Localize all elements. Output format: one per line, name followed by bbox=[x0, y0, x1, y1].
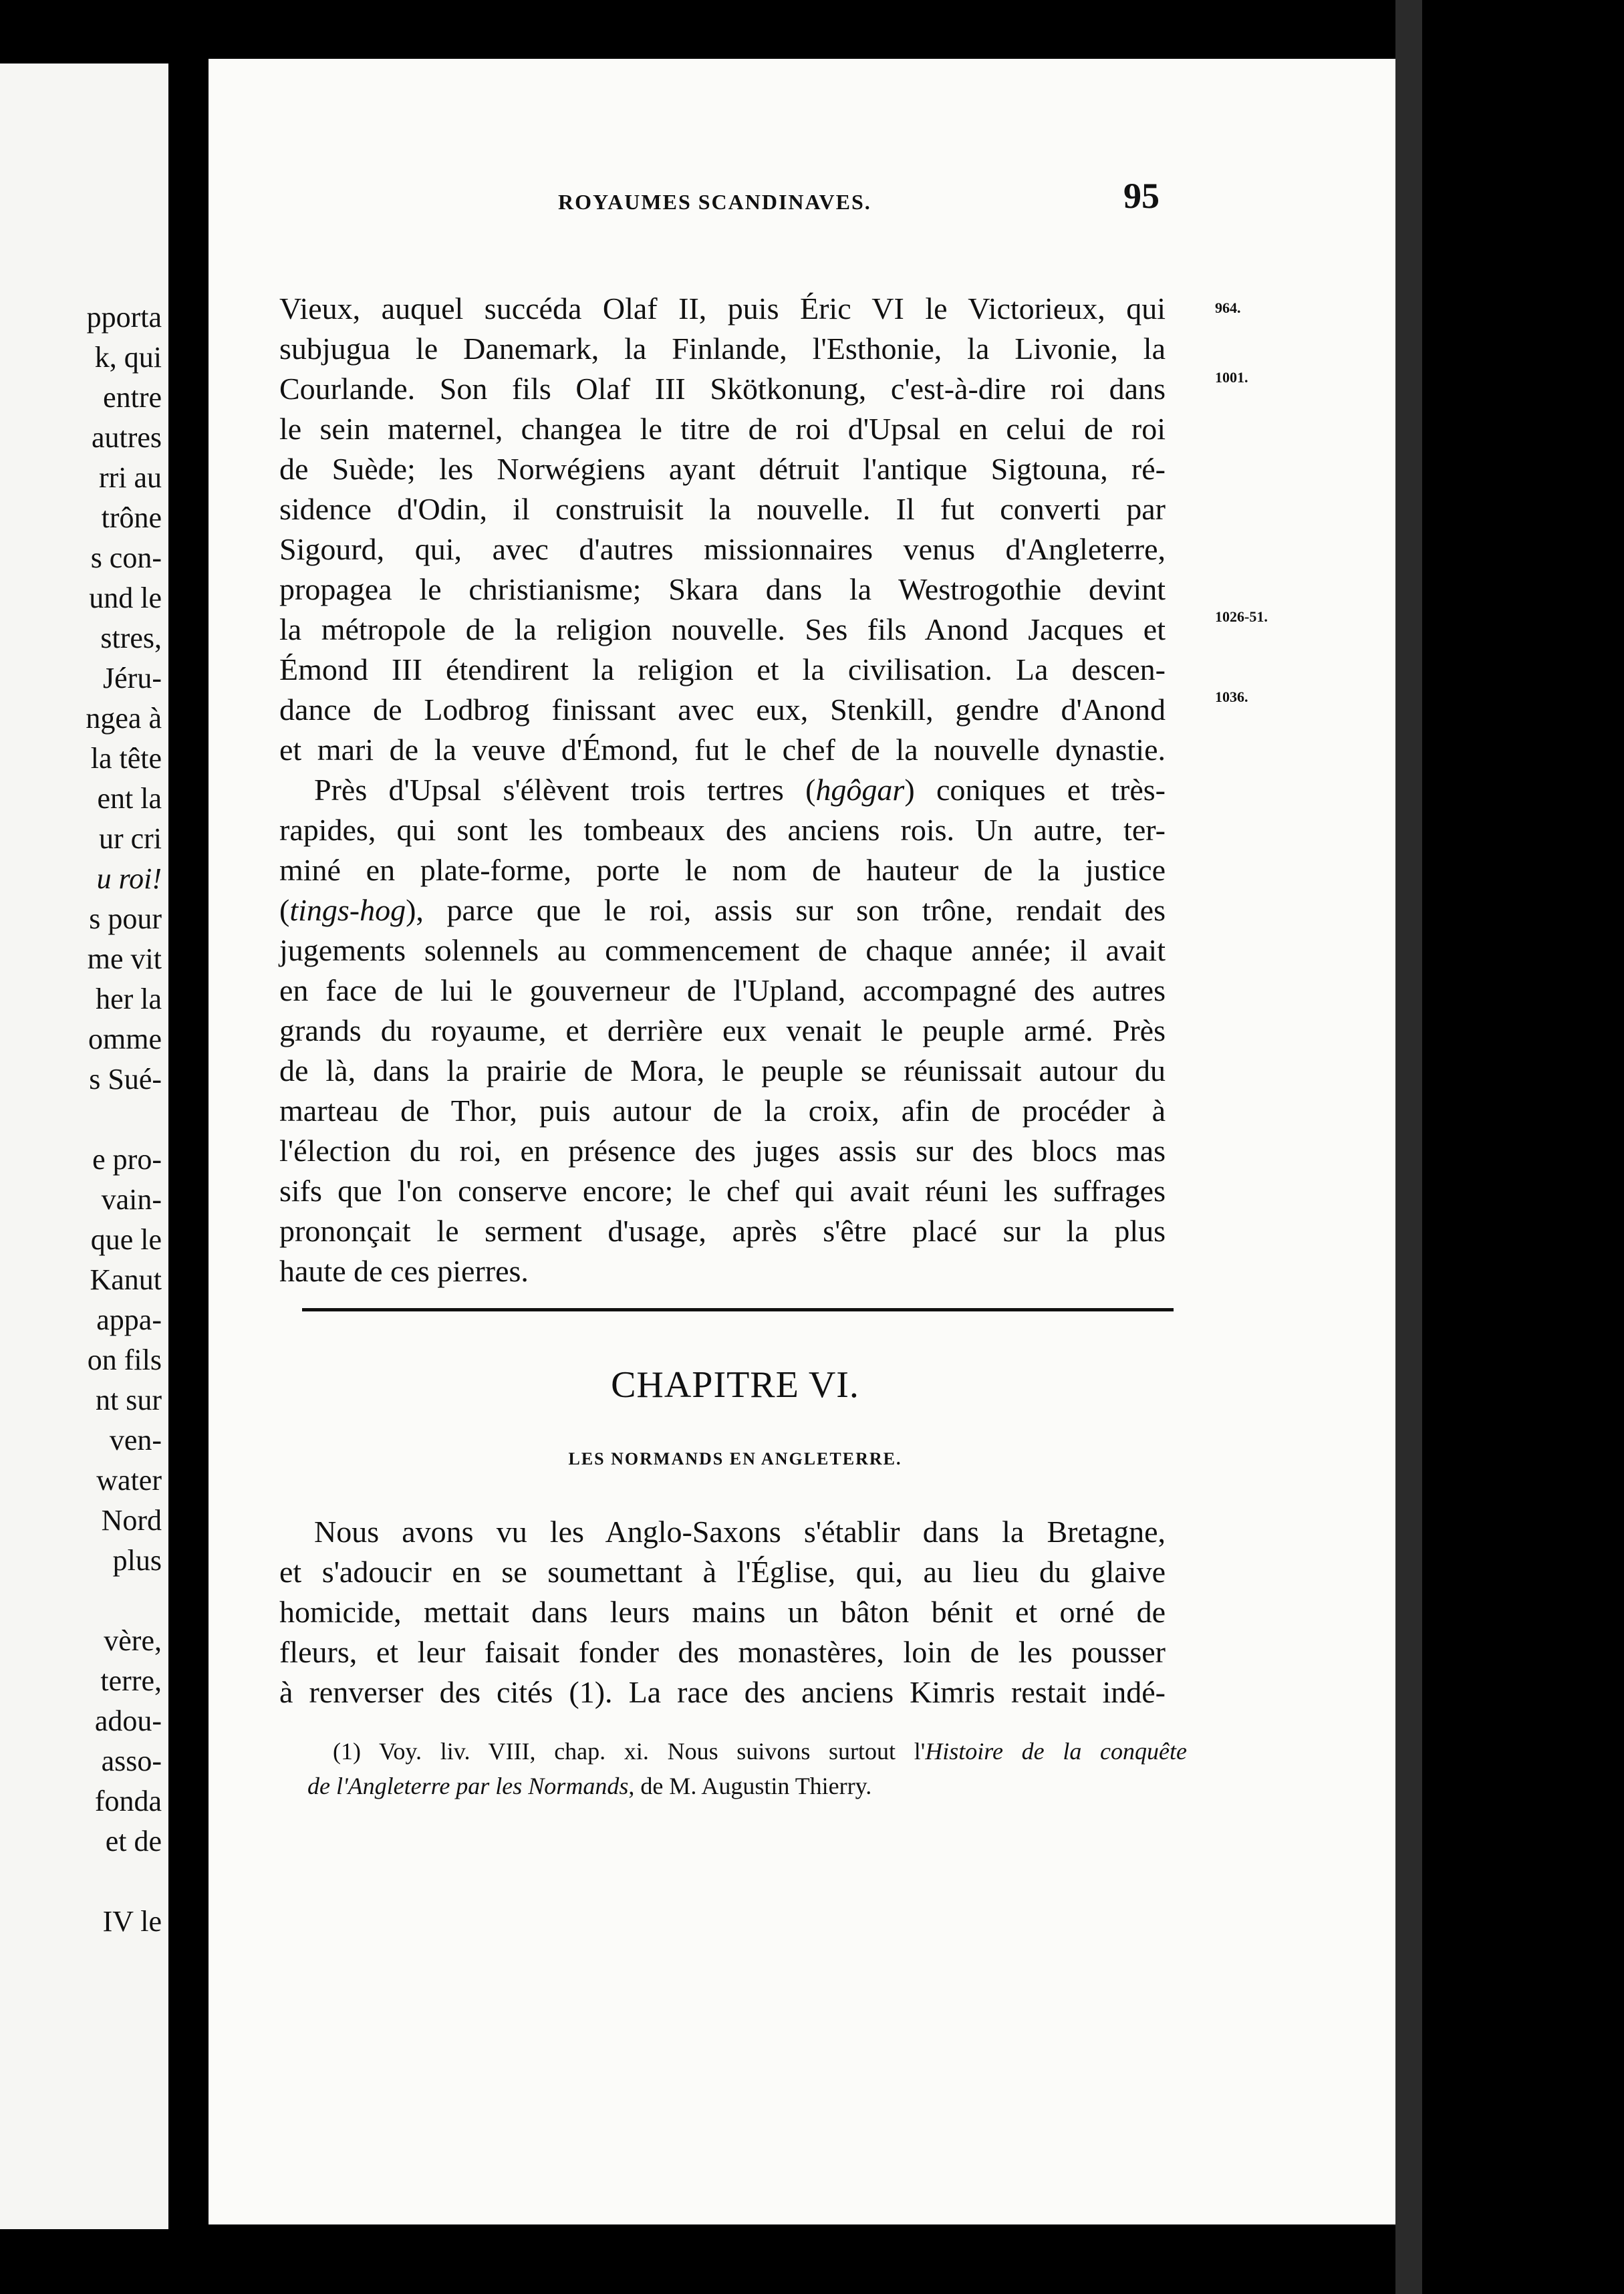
left-fragment: stres, bbox=[100, 622, 162, 654]
left-fragment: plus bbox=[112, 1544, 162, 1577]
text-line: rapides, qui sont les tombeaux des anciens rois. Un autre, ter- bbox=[279, 813, 1166, 847]
running-head-title: ROYAUMES SCANDINAVES. bbox=[558, 190, 871, 214]
left-fragment: ven- bbox=[109, 1424, 162, 1456]
text-line: Vieux, auquel succéda Olaf II, puis Éric VI le Victorieux, qui bbox=[279, 291, 1166, 326]
text-line: Nous avons vu les Anglo-Saxons s'établir dans la Bretagne, bbox=[314, 1515, 1166, 1549]
left-fragment: me vit bbox=[87, 942, 162, 975]
section-rule bbox=[302, 1308, 1174, 1311]
text-line: fleurs, et leur faisait fonder des monastères, loin de les pousser bbox=[279, 1635, 1166, 1669]
text-line: jugements solennels au commencement de chaque année; il avait bbox=[279, 933, 1166, 967]
text-line: et s'adoucir en se soumettant à l'Église, qui, au lieu du glaive bbox=[279, 1555, 1166, 1589]
left-fragment: omme bbox=[88, 1023, 162, 1055]
text-line: (tings-hog), parce que le roi, assis sur son trône, rendait des bbox=[279, 893, 1166, 927]
margin-date: 964. bbox=[1215, 299, 1241, 316]
text-line: la métropole de la religion nouvelle. Ses fils Anond Jacques et bbox=[279, 612, 1166, 646]
text-line: Émond III étendirent la religion et la civilisation. La descen- bbox=[279, 652, 1166, 686]
text-line: haute de ces pierres. bbox=[279, 1254, 529, 1288]
left-fragment: rri au bbox=[98, 461, 162, 494]
left-fragment: appa- bbox=[96, 1303, 162, 1336]
text-line: grands du royaume, et derrière eux venait le peuple armé. Près bbox=[279, 1013, 1166, 1047]
facing-page-fragment bbox=[0, 63, 168, 2229]
text-line: Sigourd, qui, avec d'autres missionnaires venus d'Angleterre, bbox=[279, 532, 1166, 566]
left-fragment: IV le bbox=[102, 1905, 162, 1938]
left-fragment: s pour bbox=[89, 902, 162, 935]
chapter-title: CHAPITRE VI. bbox=[611, 1364, 859, 1406]
left-fragment: trône bbox=[101, 501, 162, 534]
left-fragment: terre, bbox=[100, 1664, 162, 1697]
text-line: prononçait le serment d'usage, après s'être placé sur la plus bbox=[279, 1214, 1166, 1248]
page-number: 95 bbox=[1123, 176, 1160, 216]
left-fragment: u roi! bbox=[96, 862, 162, 895]
left-fragment: und le bbox=[89, 582, 162, 614]
left-fragment: Nord bbox=[101, 1504, 162, 1537]
left-fragment: on fils bbox=[87, 1344, 162, 1376]
left-fragment: water bbox=[96, 1464, 162, 1497]
left-fragment: que le bbox=[90, 1223, 162, 1256]
text-line: à renverser des cités (1). La race des anciens Kimris restait indé- bbox=[279, 1675, 1166, 1709]
left-fragment: pporta bbox=[86, 301, 162, 334]
left-fragment: vain- bbox=[101, 1183, 162, 1216]
left-fragment: la tête bbox=[90, 742, 162, 775]
footnote-line: (1) Voy. liv. VIII, chap. xi. Nous suivons surtout l'Histoire de la conquête bbox=[333, 1738, 1187, 1765]
left-fragment: ngea à bbox=[86, 702, 162, 735]
left-fragment: autres bbox=[91, 421, 162, 454]
margin-date: 1026-51. bbox=[1215, 608, 1268, 625]
left-fragment: her la bbox=[96, 983, 162, 1015]
margin-date: 1001. bbox=[1215, 369, 1248, 386]
text-line: sidence d'Odin, il construisit la nouvelle. Il fut converti par bbox=[279, 492, 1166, 526]
text-line: de là, dans la prairie de Mora, le peuple se réunissait autour du bbox=[279, 1053, 1166, 1088]
running-head bbox=[337, 175, 1173, 222]
page-edge bbox=[1395, 0, 1422, 2294]
left-fragment: vère, bbox=[104, 1624, 162, 1657]
left-fragment: k, qui bbox=[94, 341, 162, 374]
text-line: et mari de la veuve d'Émond, fut le chef de la nouvelle dynastie. bbox=[279, 733, 1166, 767]
text-line: Près d'Upsal s'élèvent trois tertres (hgôgar) coniques et très- bbox=[314, 773, 1166, 807]
left-fragment: Kanut bbox=[90, 1263, 162, 1296]
text-line: propagea le christianisme; Skara dans la Westrogothie devint bbox=[279, 572, 1166, 606]
text-line: l'élection du roi, en présence des juges assis sur des blocs mas bbox=[279, 1134, 1166, 1168]
text-line: marteau de Thor, puis autour de la croix, afin de procéder à bbox=[279, 1094, 1166, 1128]
text-line: en face de lui le gouverneur de l'Upland, accompagné des autres bbox=[279, 973, 1166, 1007]
text-line: dance de Lodbrog finissant avec eux, Stenkill, gendre d'Anond bbox=[279, 692, 1166, 727]
left-fragment: nt sur bbox=[96, 1384, 162, 1416]
left-fragment: e pro- bbox=[92, 1143, 162, 1176]
left-fragment: ent la bbox=[97, 782, 162, 815]
left-fragment: s con- bbox=[90, 541, 162, 574]
margin-date: 1036. bbox=[1215, 688, 1248, 705]
left-fragment: s Sué- bbox=[89, 1063, 162, 1096]
text-line: miné en plate-forme, porte le nom de hauteur de la justice bbox=[279, 853, 1166, 887]
text-line: Courlande. Son fils Olaf III Skötkonung, c'est-à-dire roi dans bbox=[279, 372, 1166, 406]
text-line: de Suède; les Norwégiens ayant détruit l'antique Sigtouna, ré- bbox=[279, 452, 1166, 486]
left-fragment: entre bbox=[103, 381, 162, 414]
text-line: homicide, mettait dans leurs mains un bâton bénit et orné de bbox=[279, 1595, 1166, 1629]
text-line: le sein maternel, changea le titre de roi d'Upsal en celui de roi bbox=[279, 412, 1166, 446]
text-line: sifs que l'on conserve encore; le chef qui avait réuni les suffrages bbox=[279, 1174, 1166, 1208]
footnote-line: de l'Angleterre par les Normands, de M. Augustin Thierry. bbox=[307, 1773, 872, 1799]
left-fragment: adou- bbox=[94, 1704, 162, 1737]
chapter-subtitle: LES NORMANDS EN ANGLETERRE. bbox=[568, 1449, 902, 1469]
left-fragment: ur cri bbox=[98, 822, 162, 855]
left-fragment: fonda bbox=[94, 1785, 162, 1817]
left-fragment: et de bbox=[105, 1825, 162, 1858]
left-fragment: Jéru- bbox=[103, 662, 162, 694]
left-fragment: asso- bbox=[101, 1745, 162, 1777]
text-line: subjugua le Danemark, la Finlande, l'Esthonie, la Livonie, la bbox=[279, 332, 1166, 366]
